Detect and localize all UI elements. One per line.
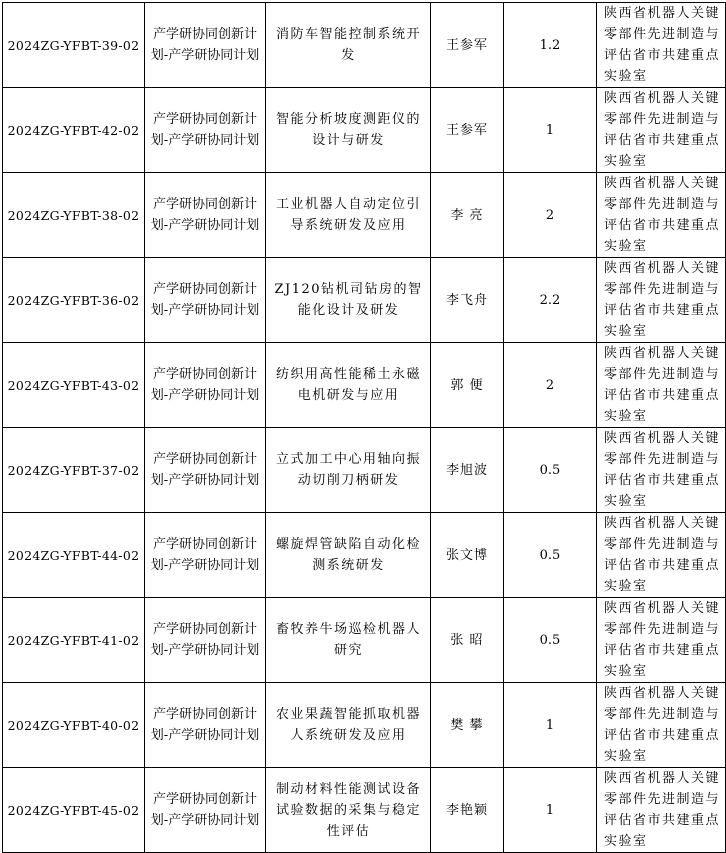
program-type: 产学研协同创新计划-产学研协同计划 [145, 3, 266, 88]
project-name: 农业果蔬智能抓取机器人系统研发及应用 [266, 683, 431, 768]
table-row [3, 428, 726, 513]
project-name: 畜牧养牛场巡检机器人研究 [266, 598, 431, 683]
funding-amount: 1 [504, 88, 597, 173]
project-leader: 李 亮 [431, 173, 504, 258]
project-code: 2024ZG-YFBT-36-02 [3, 258, 145, 343]
funding-amount: 2 [504, 173, 597, 258]
program-type: 产学研协同创新计划-产学研协同计划 [145, 768, 266, 853]
funding-amount: 1.2 [504, 3, 597, 88]
program-type: 产学研协同创新计划-产学研协同计划 [145, 513, 266, 598]
lab-name: 陕西省机器人关键零部件先进制造与评估省市共建重点实验室 [597, 88, 726, 173]
funding-amount: 0.5 [504, 428, 597, 513]
program-type: 产学研协同创新计划-产学研协同计划 [145, 258, 266, 343]
project-leader: 郭 便 [431, 343, 504, 428]
project-name: 智能分析坡度测距仪的设计与研发 [266, 88, 431, 173]
project-leader: 李艳颖 [431, 768, 504, 853]
funding-amount: 1 [504, 768, 597, 853]
funding-amount: 1 [504, 683, 597, 768]
project-leader: 樊 攀 [431, 683, 504, 768]
project-name: 立式加工中心用轴向振动切削刀柄研发 [266, 428, 431, 513]
project-code: 2024ZG-YFBT-41-02 [3, 598, 145, 683]
program-type: 产学研协同创新计划-产学研协同计划 [145, 88, 266, 173]
project-code: 2024ZG-YFBT-45-02 [3, 768, 145, 853]
table-row [3, 3, 726, 88]
program-type: 产学研协同创新计划-产学研协同计划 [145, 598, 266, 683]
lab-name: 陕西省机器人关键零部件先进制造与评估省市共建重点实验室 [597, 3, 726, 88]
project-name: ZJ120钻机司钻房的智能化设计及研发 [266, 258, 431, 343]
project-code: 2024ZG-YFBT-40-02 [3, 683, 145, 768]
funding-amount: 2.2 [504, 258, 597, 343]
lab-name: 陕西省机器人关键零部件先进制造与评估省市共建重点实验室 [597, 513, 726, 598]
project-code: 2024ZG-YFBT-43-02 [3, 343, 145, 428]
table-row [3, 683, 726, 768]
table-row [3, 173, 726, 258]
lab-name: 陕西省机器人关键零部件先进制造与评估省市共建重点实验室 [597, 343, 726, 428]
funding-amount: 2 [504, 343, 597, 428]
project-code: 2024ZG-YFBT-42-02 [3, 88, 145, 173]
lab-name: 陕西省机器人关键零部件先进制造与评估省市共建重点实验室 [597, 428, 726, 513]
project-name: 消防车智能控制系统开发 [266, 3, 431, 88]
lab-name: 陕西省机器人关键零部件先进制造与评估省市共建重点实验室 [597, 598, 726, 683]
program-type: 产学研协同创新计划-产学研协同计划 [145, 683, 266, 768]
project-name: 螺旋焊管缺陷自动化检测系统研发 [266, 513, 431, 598]
table-row [3, 598, 726, 683]
lab-name: 陕西省机器人关键零部件先进制造与评估省市共建重点实验室 [597, 173, 726, 258]
funding-amount: 0.5 [504, 513, 597, 598]
table-row [3, 88, 726, 173]
project-table-body [3, 3, 726, 853]
project-leader: 李飞舟 [431, 258, 504, 343]
table-row [3, 513, 726, 598]
table-row [3, 343, 726, 428]
project-name: 纺织用高性能稀土永磁电机研发与应用 [266, 343, 431, 428]
project-table [2, 2, 726, 853]
program-type: 产学研协同创新计划-产学研协同计划 [145, 173, 266, 258]
lab-name: 陕西省机器人关键零部件先进制造与评估省市共建重点实验室 [597, 683, 726, 768]
table-row [3, 258, 726, 343]
program-type: 产学研协同创新计划-产学研协同计划 [145, 428, 266, 513]
project-leader: 王参军 [431, 88, 504, 173]
project-name: 制动材料性能测试设备试验数据的采集与稳定性评估 [266, 768, 431, 853]
funding-amount: 0.5 [504, 598, 597, 683]
project-code: 2024ZG-YFBT-38-02 [3, 173, 145, 258]
table-row [3, 768, 726, 853]
project-leader: 王参军 [431, 3, 504, 88]
project-name: 工业机器人自动定位引导系统研发及应用 [266, 173, 431, 258]
project-leader: 李旭波 [431, 428, 504, 513]
lab-name: 陕西省机器人关键零部件先进制造与评估省市共建重点实验室 [597, 258, 726, 343]
program-type: 产学研协同创新计划-产学研协同计划 [145, 343, 266, 428]
project-leader: 张 昭 [431, 598, 504, 683]
lab-name: 陕西省机器人关键零部件先进制造与评估省市共建重点实验室 [597, 768, 726, 853]
project-code: 2024ZG-YFBT-37-02 [3, 428, 145, 513]
project-code: 2024ZG-YFBT-44-02 [3, 513, 145, 598]
project-leader: 张文博 [431, 513, 504, 598]
project-code: 2024ZG-YFBT-39-02 [3, 3, 145, 88]
